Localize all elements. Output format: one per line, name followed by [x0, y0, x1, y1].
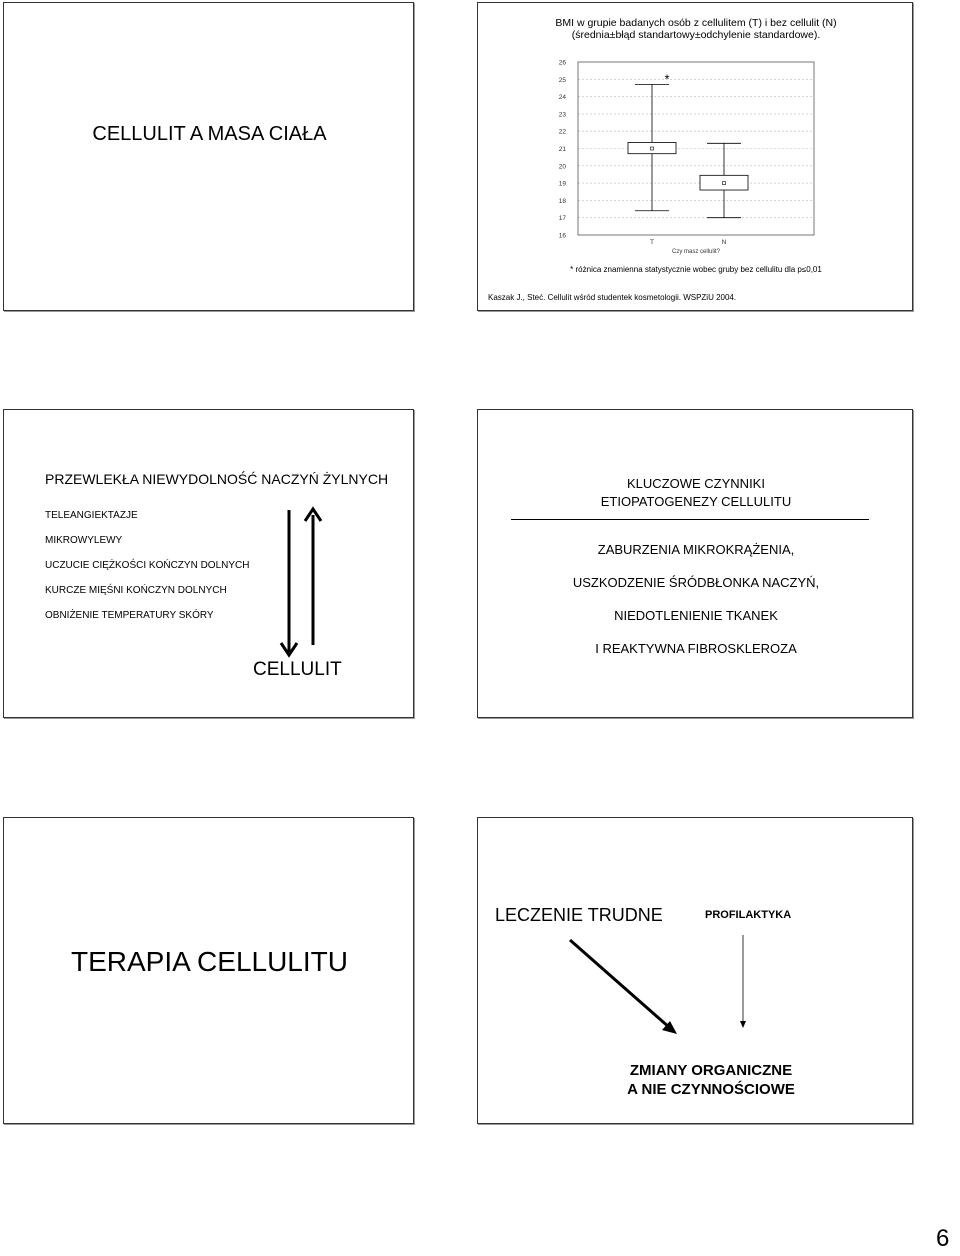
profilaktyka-label: PROFILAKTYKA [705, 909, 792, 921]
slide-niewydolnosc [3, 409, 414, 718]
result-line1: ZMIANY ORGANICZNE [629, 1062, 793, 1079]
y-tick-label: 16 [558, 232, 566, 240]
y-tick-label: 19 [558, 180, 566, 188]
page-number: 6 [936, 1225, 950, 1252]
chart-title-line2: (średnia±błąd standartowy±odchylenie standardowe). [571, 29, 821, 41]
y-tick-label: 17 [558, 215, 566, 223]
title-line1: KLUCZOWE CZYNNIKI [627, 476, 765, 491]
slide-title: TERAPIA CELLULITU [71, 946, 348, 977]
y-tick-label: 25 [558, 76, 566, 84]
slide-title: PRZEWLEKŁA NIEWYDOLNOŚĆ NACZYŃ ŻYLNYCH [45, 471, 389, 487]
slide-title: CELLULIT A MASA CIAŁA [92, 123, 327, 145]
list-item: NIEDOTLENIENIE TKANEK [614, 608, 778, 623]
result-line2: A NIE CZYNNOŚCIOWE [627, 1081, 795, 1098]
y-tick-label: 18 [558, 197, 566, 205]
slide-czynniki [477, 409, 913, 718]
list-item: MIKROWYLEWY [45, 535, 123, 546]
slide-title [478, 475, 914, 511]
symptom-list [45, 510, 249, 635]
bidirectional-arrows [274, 505, 334, 665]
y-tick-label: 24 [558, 94, 566, 102]
list-item: TELEANGIEKTAZJE [45, 510, 138, 521]
title-divider [511, 519, 869, 520]
result-label: CELLULIT [253, 659, 342, 680]
chart-source: Kaszak J., Steć. Cellulit wśród studentek kosmetologii. WSPZiU 2004. [488, 293, 737, 302]
y-tick-label: 21 [558, 146, 566, 153]
list-item: UCZUCIE CIĘŻKOŚCI KOŃCZYN DOLNYCH [45, 560, 250, 571]
list-item: ZABURZENIA MIKROKRĄŻENIA, [597, 542, 795, 557]
mean-marker [723, 182, 726, 185]
box-N [700, 143, 748, 246]
y-tick-label: 23 [558, 111, 566, 119]
x-axis-label: Czy masz cellulit? [671, 249, 721, 255]
factor-list [478, 542, 914, 674]
y-tick-label: 20 [558, 163, 566, 171]
slide-leczenie [477, 817, 913, 1124]
x-tick-label: N [721, 239, 727, 246]
diagonal-arrow-icon [570, 940, 670, 1028]
slide-cellulit-masa [3, 2, 414, 311]
chart-title-line1: BMI w grupie badanych osób z cellulitem (T) i bez cellulit (N) [555, 17, 837, 29]
slide-bmi-chart [477, 2, 913, 311]
list-item: OBNIŻENIE TEMPERATURY SKÓRY [45, 610, 214, 621]
y-tick-label: 22 [558, 128, 566, 136]
x-tick-label: T [650, 239, 654, 246]
mean-marker [651, 147, 654, 150]
significance-marker: * [664, 71, 670, 87]
box-T [628, 84, 676, 246]
slide-terapia [3, 817, 414, 1124]
list-item: KURCZE MIĘŚNI KOŃCZYN DOLNYCH [45, 585, 227, 596]
list-item: USZKODZENIE ŚRÓDBŁONKA NACZYŃ, [572, 575, 820, 590]
list-item: I REAKTYWNA FIBROSKLEROZA [595, 641, 797, 656]
y-tick-label: 26 [558, 59, 566, 67]
result-text [568, 1061, 854, 1099]
chart-footnote: * różnica znamienna statystycznie wobec gruby bez cellulitu dla p≤0,01 [570, 265, 822, 274]
box-plot [478, 3, 914, 273]
title-line2: ETIOPATOGENEZY CELLULITU [600, 494, 792, 509]
leczenie-label: LECZENIE TRUDNE [495, 905, 663, 925]
